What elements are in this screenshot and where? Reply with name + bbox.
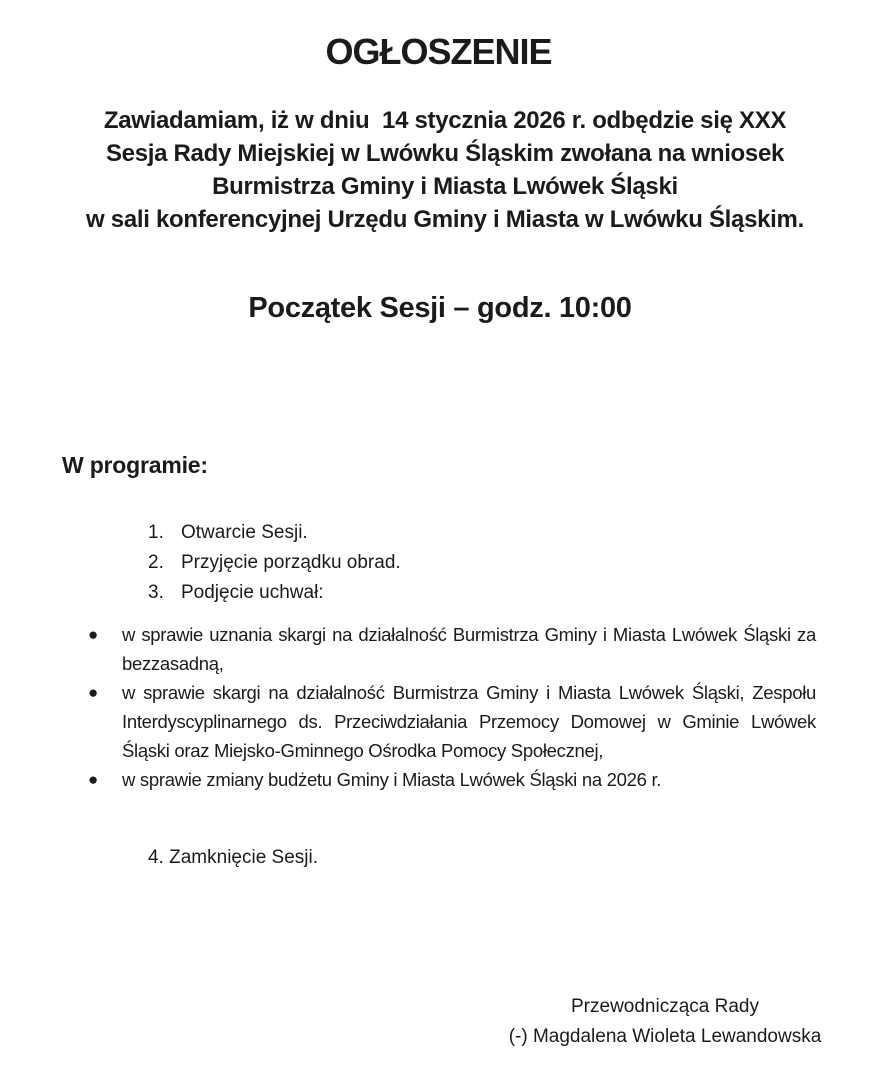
list-item-text: Podjęcie uchwał:: [181, 582, 324, 603]
bullet-item-text: w sprawie skargi na działalność Burmistrza Gminy i Miasta Lwówek Śląski, Zespołu Interdyscyplinarnego ds. Przeciwdziałania Przemocy Domowej w Gminie Lwówek Śląski oraz Miejsko-Gminnego Ośrodka Pomocy Społecznej,: [122, 682, 816, 761]
intro-paragraph: [30, 104, 860, 236]
program-numbered-list: [148, 518, 401, 608]
list-item: [88, 678, 816, 765]
list-item-text: Otwarcie Sesji.: [181, 522, 308, 543]
list-item-text: Przyjęcie porządku obrad.: [181, 552, 401, 573]
bullet-icon: ●: [88, 625, 98, 644]
bullet-icon: ●: [88, 770, 98, 789]
list-item-number: 1.: [148, 522, 164, 543]
list-item-number: 3.: [148, 582, 164, 603]
resolutions-bullet-list: [88, 620, 816, 794]
intro-line-2: Sesja Rady Miejskiej w Lwówku Śląskim zwołana na wniosek: [105, 140, 785, 167]
list-item: [88, 765, 816, 794]
intro-line-1: Zawiadamiam, iż w dniu 14 stycznia 2026 r. odbędzie się XXX: [103, 107, 787, 134]
program-heading: W programie:: [62, 452, 208, 478]
signature-block: [455, 992, 875, 1052]
list-item-number: 2.: [148, 552, 164, 573]
list-item: [148, 518, 401, 548]
bullet-item-text: w sprawie zmiany budżetu Gminy i Miasta Lwówek Śląski na 2026 r.: [122, 769, 662, 790]
bullet-item-text: w sprawie uznania skargi na działalność Burmistrza Gminy i Miasta Lwówek Śląski za bezzasadną,: [122, 624, 816, 674]
list-item: [148, 578, 401, 608]
signature-role: Przewodnicząca Rady: [571, 996, 759, 1017]
session-start-heading: Początek Sesji – godz. 10:00: [248, 292, 632, 324]
signature-name: (-) Magdalena Wioleta Lewandowska: [508, 1026, 822, 1047]
list-item: [88, 620, 816, 678]
bullet-icon: ●: [88, 683, 98, 702]
page-title: OGŁOSZENIE: [325, 31, 552, 72]
closing-list-item: 4. Zamknięcie Sesji.: [148, 847, 319, 868]
intro-line-3: Burmistrza Gminy i Miasta Lwówek Śląski: [212, 173, 678, 200]
list-item: [148, 548, 401, 578]
intro-line-4: w sali konferencyjnej Urzędu Gminy i Miasta w Lwówku Śląskim.: [86, 206, 804, 233]
